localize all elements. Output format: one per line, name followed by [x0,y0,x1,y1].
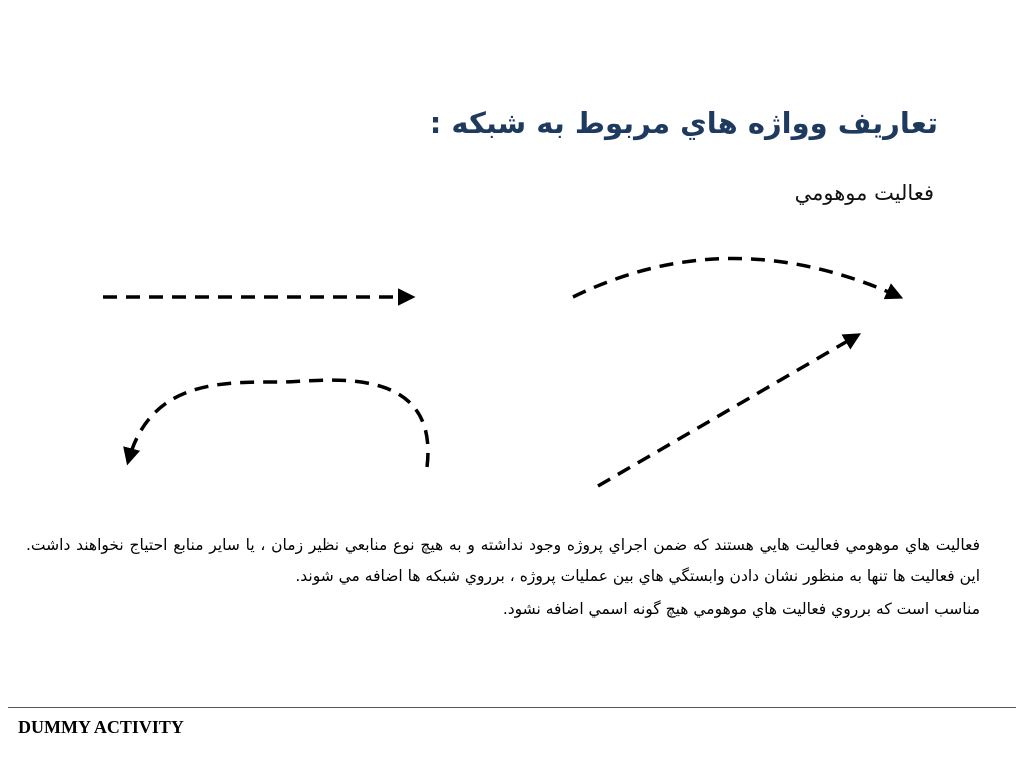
slide-subtitle: فعاليت موهومي [794,181,934,205]
slide-title: تعاريف وواژه هاي مربوط به شبكه : [429,106,938,140]
description-body [26,530,980,625]
paragraph-definition: فعاليت هاي موهومي فعاليت هايي هستند كه ضمن اجراي پروژه وجود نداشته و به هيچ نوع منابعي نظير زمان ، يا ساير منابع احتياج نخواهند داشت. اين فعاليت ها تنها به منظور نشان دادن وابستگي هاي بين عمليات پروژه ، برروي شبكه ها اضافه مي شوند. [26,536,980,585]
dummy-arrow-diagonal [598,335,858,486]
footer-label: DUMMY ACTIVITY [18,717,184,737]
footer-divider [8,707,1016,708]
dummy-arrow-arc [573,259,900,298]
paragraph-note: مناسب است كه برروي فعاليت هاي موهومي هيچ گونه اسمي اضافه نشود. [502,600,980,618]
dummy-arrow-curved-back [128,380,428,467]
